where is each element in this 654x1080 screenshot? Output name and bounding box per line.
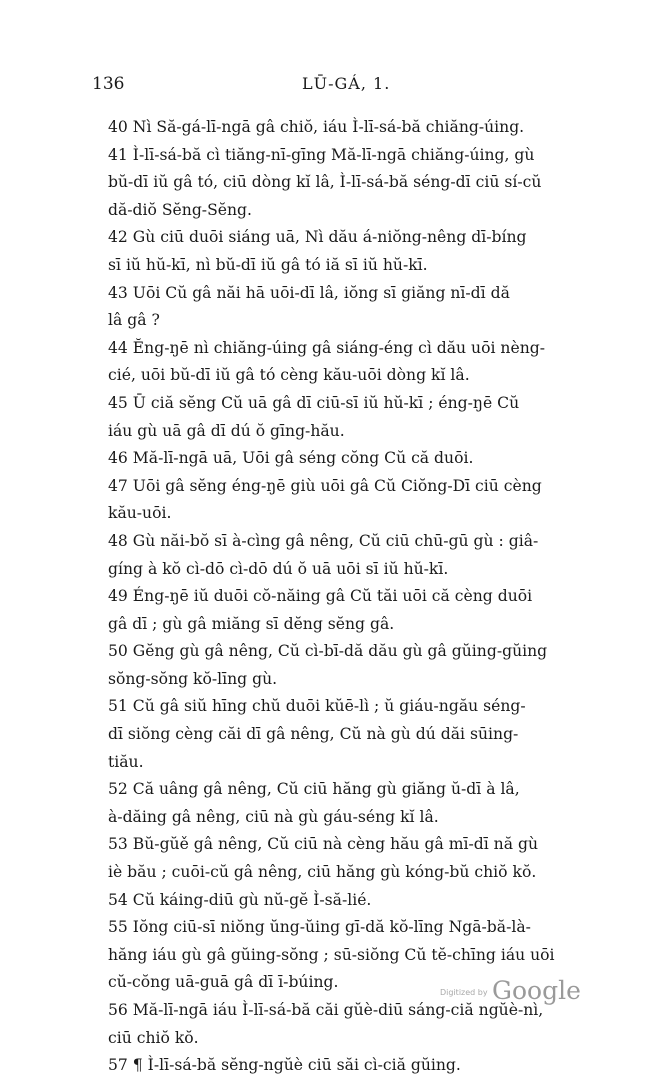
text-line: 42 Gù ciū duōi siáng uā, Nì dău á-niŏng-nêng dī-bíng [108, 228, 527, 247]
text-line: 43 Uōi Cŭ gâ năi hā uōi-dī lâ, iŏng sī giăng nī-dī dă [108, 283, 510, 302]
digitized-by-label: Digitized by [440, 988, 488, 997]
text-line: 52 Că uâng gâ nêng, Cŭ ciū hăng gù giăng ŭ-dī à lâ, [108, 780, 520, 799]
text-line: gâ dī ; gù gâ miăng sī dĕng sĕng gâ. [108, 614, 395, 633]
text-line: 48 Gù năi-bŏ sī à-cìng gâ nêng, Cŭ ciū chū-gū gù : giâ- [108, 531, 539, 550]
text-line: 51 Cŭ gâ siŭ hīng chŭ duōi kŭē-lì ; ŭ giáu-ngău séng- [108, 697, 526, 716]
text-line: 50 Gĕng gù gâ nêng, Cŭ cì-bī-dă dău gù gâ gŭing-gŭing [108, 642, 548, 661]
google-logo: Google [492, 976, 581, 1005]
text-line: 55 Iŏng ciū-sī niŏng ŭng-ŭing gī-dă kŏ-līng Ngā-bă-là- [108, 918, 531, 937]
digitization-watermark [440, 978, 590, 1008]
text-line: 40 Nì Să-gá-lī-ngā gâ chiŏ, iáu Ì-lī-sá-bă chiăng-úing. [108, 118, 525, 136]
text-line: sī iŭ hŭ-kī, nì bŭ-dī iŭ gâ tó iă sī iŭ hŭ-kī. [108, 255, 428, 274]
text-line: iè bău ; cuōi-cŭ gâ nêng, ciū hăng gù kóng-bŭ chiŏ kŏ. [108, 863, 537, 882]
page-header [92, 74, 592, 98]
page-number: 136 [92, 74, 125, 94]
text-line: ciū chiŏ kŏ. [108, 1028, 199, 1047]
text-line: 45 Ū ciă sĕng Cŭ uā gâ dī ciū-sī iŭ hŭ-kī ; éng-ŋē Cŭ [108, 393, 520, 412]
text-line: 56 Mă-lī-ngā iáu Ì-lī-sá-bă căi gŭè-diū sáng-ciă ngŭè-nì, [108, 1001, 544, 1019]
text-line: lâ gâ ? [108, 311, 160, 330]
text-line: cŭ-cŏng uā-guā gâ dī ī-búing. [108, 973, 339, 992]
text-line: sŏng-sŏng kŏ-līng gù. [108, 669, 278, 688]
text-line: gíng à kŏ cì-dō cì-dō dú ŏ uā uōi sī iŭ hŭ-kī. [108, 559, 449, 578]
text-line: tiău. [108, 752, 144, 771]
text-line: 44 Ĕng-ŋē nì chiăng-úing gâ siáng-éng cì dău uōi nèng- [108, 338, 545, 357]
text-line: 41 Ì-lī-sá-bă cì tiăng-nī-gīng Mă-lī-ngā chiăng-úing, gù [108, 145, 535, 164]
text-line: 49 Éng-ŋē iŭ duōi cŏ-năing gâ Cŭ tăi uōi că cèng duōi [108, 587, 533, 606]
text-line: 53 Bŭ-gŭě gâ nêng, Cŭ ciū nà cèng hău gâ mī-dī nă gù [108, 835, 538, 854]
text-line: hăng iáu gù gâ gŭing-sŏng ; sū-siŏng Cŭ tĕ-chīng iáu uōi [108, 945, 555, 964]
text-line: bŭ-dī iŭ gâ tó, ciū dòng kĭ lâ, Ì-lī-sá-bă séng-dī ciū sí-cŭ [108, 173, 542, 192]
text-line: kău-uōi. [108, 504, 172, 523]
text-line: dă-diŏ Sĕng-Sĕng. [108, 200, 252, 219]
text-line: cié, uōi bŭ-dī iŭ gâ tó cèng kău-uōi dòng kĭ lâ. [108, 366, 470, 385]
running-title: LŪ-GÁ, 1. [302, 74, 391, 93]
page-body-text [108, 114, 594, 1080]
text-line: à-dăing gâ nêng, ciū nà gù gáu-séng kĭ lâ. [108, 807, 439, 826]
text-line: dī siŏng cèng căi dī gâ nêng, Cŭ nà gù dú dăi sūing- [108, 725, 519, 744]
text-line: iáu gù uā gâ dī dú ŏ gīng-hău. [108, 421, 345, 440]
text-line: 46 Mă-lī-ngā uā, Uōi gâ séng cŏng Cŭ că duōi. [108, 449, 474, 468]
text-line: 57 ¶ Ì-lī-sá-bă sĕng-ngŭè ciū săi cì-ciă gŭing. [108, 1056, 461, 1075]
text-line: 47 Uōi gâ sĕng éng-ŋē giù uōi gâ Cŭ Ciŏng-Dī ciū cèng [108, 476, 542, 495]
text-line: 54 Cŭ káing-diū gù nŭ-gĕ Ì-să-lié. [108, 890, 372, 909]
